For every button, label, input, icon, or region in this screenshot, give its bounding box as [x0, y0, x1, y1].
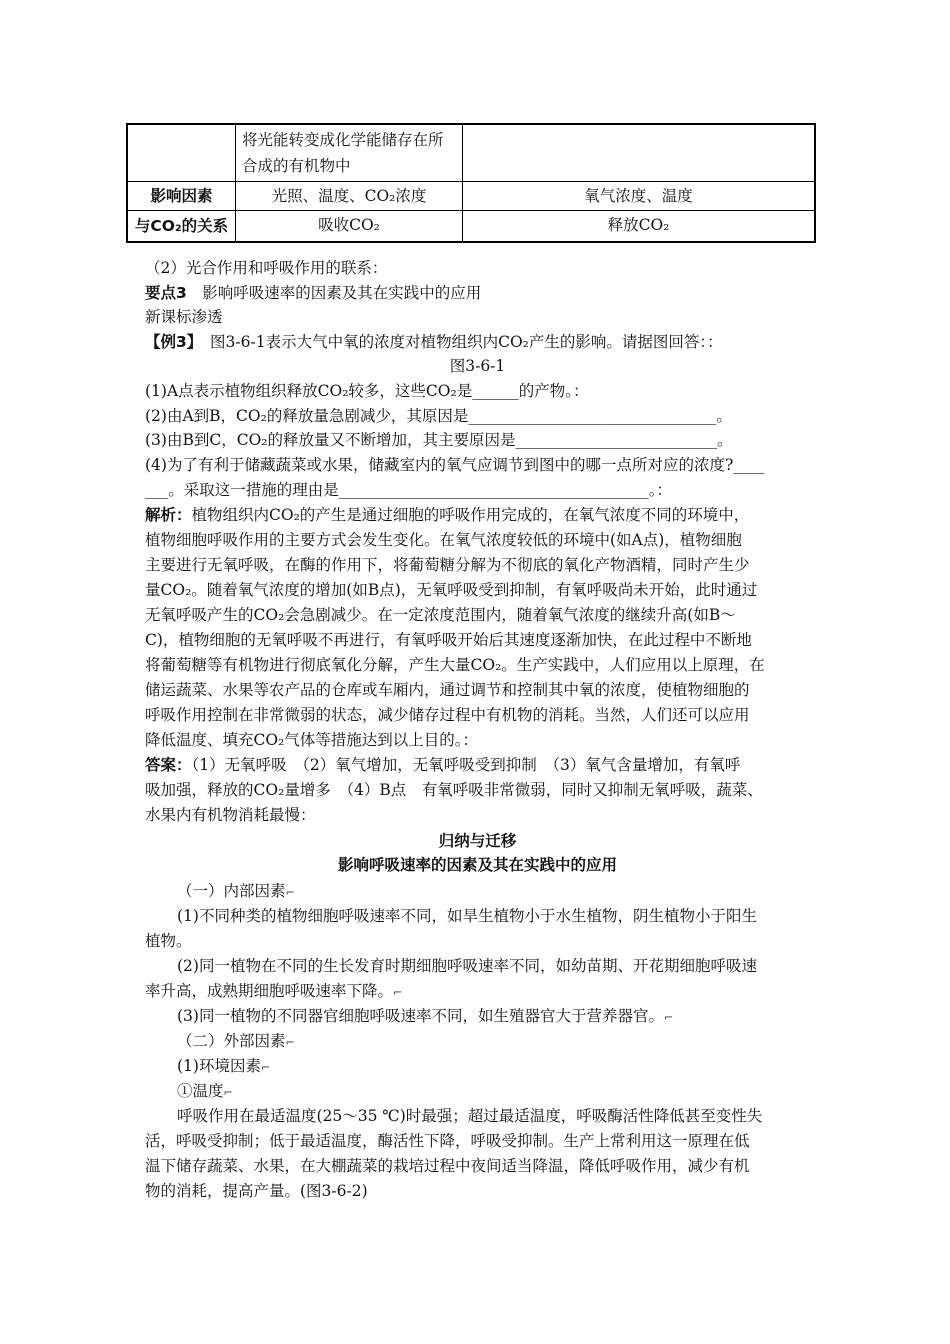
- table-row: [127, 124, 815, 182]
- analysis-line: C)，植物细胞的无氧呼吸不再进行，有氧呼吸开始后其速度逐渐加快，在此过程中不断地: [145, 631, 752, 649]
- table-cell: 释放CO₂: [463, 211, 816, 243]
- text-line: [177, 879, 295, 905]
- paragraph-text: (1)环境因素: [177, 1057, 261, 1075]
- table-cell: [127, 124, 236, 182]
- answer-line: 吸加强，释放的CO₂量增多 （4）B点 有氧呼吸非常微弱，同时又抑制无氧呼吸，蔬菜、: [145, 781, 763, 799]
- paragraph-mark: ⌐: [663, 1011, 674, 1024]
- example-line: [145, 330, 723, 354]
- section-title: 归纳与迁移: [438, 832, 517, 850]
- analysis-line: 将葡萄糖等有机物进行彻底氧化分解，产生大量CO₂。生产实践中，人们应用以上原理，在: [145, 656, 765, 674]
- text-line: 呼吸作用在最适温度(25～35 ℃)时最强；超过最适温度，呼吸酶活性降低甚至变性失: [177, 1107, 763, 1125]
- question-line: ___。采取这一措施的理由是________________________________________。：: [145, 481, 673, 499]
- comparison-table: [126, 123, 816, 243]
- text-line: [145, 979, 402, 1005]
- example-label: 【例3】: [145, 333, 195, 351]
- analysis-line: 降低温度、填充CO₂气体等措施达到以上目的。：: [145, 731, 479, 749]
- paragraph-text: (3)同一植物的不同器官细胞呼吸速率不同，如生殖器官大于营养器官。: [177, 1007, 664, 1025]
- analysis-line: 储运蔬菜、水果等农产品的仓库或车厢内，通过调节和控制其中氧的浓度，使植物细胞的: [145, 681, 750, 699]
- table-row: [127, 211, 815, 243]
- paragraph-mark: ⌐: [260, 1061, 271, 1074]
- paragraph-text: ①温度: [177, 1082, 224, 1100]
- text-line: （2）光合作用和呼吸作用的联系：: [145, 259, 388, 277]
- analysis-text: 植物组织内CO₂的产生是通过细胞的呼吸作用完成的，在氧气浓度不同的环境中，: [191, 506, 750, 524]
- question-line: (4)为了有利于储藏蔬菜或水果，储藏室内的氧气应调节到图中的哪一点所对应的浓度?____: [145, 456, 765, 474]
- text-line: (2)同一植物在不同的生长发育时期细胞呼吸速率不同，如幼苗期、开花期细胞呼吸速: [177, 957, 757, 975]
- example-text: 图3-6-1表示大气中氧的浓度对植物组织内CO₂产生的影响。请据图回答：：: [194, 333, 723, 351]
- table-cell: 光照、温度、CO₂浓度: [236, 182, 463, 211]
- question-line: (3)由B到C，CO₂的释放量又不断增加，其主要原因是__________________________。: [145, 431, 733, 449]
- analysis-line: [145, 503, 749, 527]
- text-line: 新课标渗透: [145, 308, 223, 326]
- text-line: [177, 1079, 233, 1105]
- analysis-line: 量CO₂。随着氧气浓度的增加(如B点)，无氧呼吸受到抑制，有氧呼吸尚未开始，此时通过: [145, 581, 758, 599]
- section-heading: [145, 281, 481, 305]
- table-cell: 氧气浓度、温度: [463, 182, 816, 211]
- table-cell: 影响因素: [127, 182, 236, 211]
- text-line: [177, 1054, 270, 1080]
- answer-label: 答案：: [145, 756, 192, 774]
- table-cell: 吸收CO₂: [236, 211, 463, 243]
- analysis-line: 植物细胞呼吸作用的主要方式会发生变化。在氧气浓度较低的环境中(如A点)，植物细胞: [145, 531, 742, 549]
- paragraph-text: （二）外部因素: [177, 1032, 286, 1050]
- paragraph-text: （一）内部因素: [177, 882, 286, 900]
- answer-line: 水果内有机物消耗最慢：: [145, 806, 316, 824]
- paragraph-mark: ⌐: [393, 986, 403, 999]
- section-subtitle: 影响呼吸速率的因素及其在实践中的应用: [337, 856, 617, 874]
- table-cell: 与CO₂的关系: [127, 211, 236, 243]
- analysis-label: 解析：: [145, 506, 192, 524]
- text-line: [177, 1029, 295, 1055]
- table-row: [127, 182, 815, 211]
- text-line: (1)不同种类的植物细胞呼吸速率不同，如旱生植物小于水生植物，阴生植物小于阳生: [177, 907, 757, 925]
- text-line: 温下储存蔬菜、水果，在大棚蔬菜的栽培过程中夜间适当降温，降低呼吸作用，减少有机: [145, 1157, 750, 1175]
- analysis-line: 无氧呼吸产生的CO₂会急剧减少。在一定浓度范围内，随着氧气浓度的继续升高(如B～: [145, 606, 736, 624]
- answer-line: [145, 753, 740, 777]
- analysis-line: 呼吸作用控制在非常微弱的状态，减少储存过程中有机物的消耗。当然，人们还可以应用: [145, 706, 750, 724]
- text-line: 物的消耗，提高产量。(图3-6-2): [145, 1182, 368, 1200]
- paragraph-mark: ⌐: [223, 1086, 233, 1099]
- analysis-line: 主要进行无氧呼吸，在酶的作用下，将葡萄糖分解为不彻底的氧化产物酒精，同时产生少: [145, 556, 750, 574]
- figure-caption: 图3-6-1: [449, 357, 506, 375]
- answer-text: （1）无氧呼吸 （2）氧气增加，无氧呼吸受到抑制 （3）氧气含量增加，有氧呼: [191, 756, 741, 774]
- text-line: [177, 1004, 673, 1030]
- paragraph-mark: ⌐: [285, 886, 295, 899]
- section-title: 影响呼吸速率的因素及其在实践中的应用: [186, 284, 482, 302]
- paragraph-text: 率升高，成熟期细胞呼吸速率下降。: [145, 982, 394, 1000]
- question-line: (2)由A到B，CO₂的释放量急剧减少，其原因是________________________________。: [145, 407, 732, 425]
- table-cell: [463, 124, 816, 182]
- key-label: 要点3: [145, 284, 187, 302]
- paragraph-mark: ⌐: [285, 1036, 295, 1049]
- text-line: 植物。: [145, 932, 192, 950]
- text-line: 活，呼吸受抑制；低于最适温度，酶活性下降，呼吸受抑制。生产上常利用这一原理在低: [145, 1132, 750, 1150]
- question-line: (1)A点表示植物组织释放CO₂较多，这些CO₂是______的产物。：: [145, 382, 589, 400]
- table-cell: 将光能转变成化学能储存在所合成的有机物中: [236, 124, 463, 182]
